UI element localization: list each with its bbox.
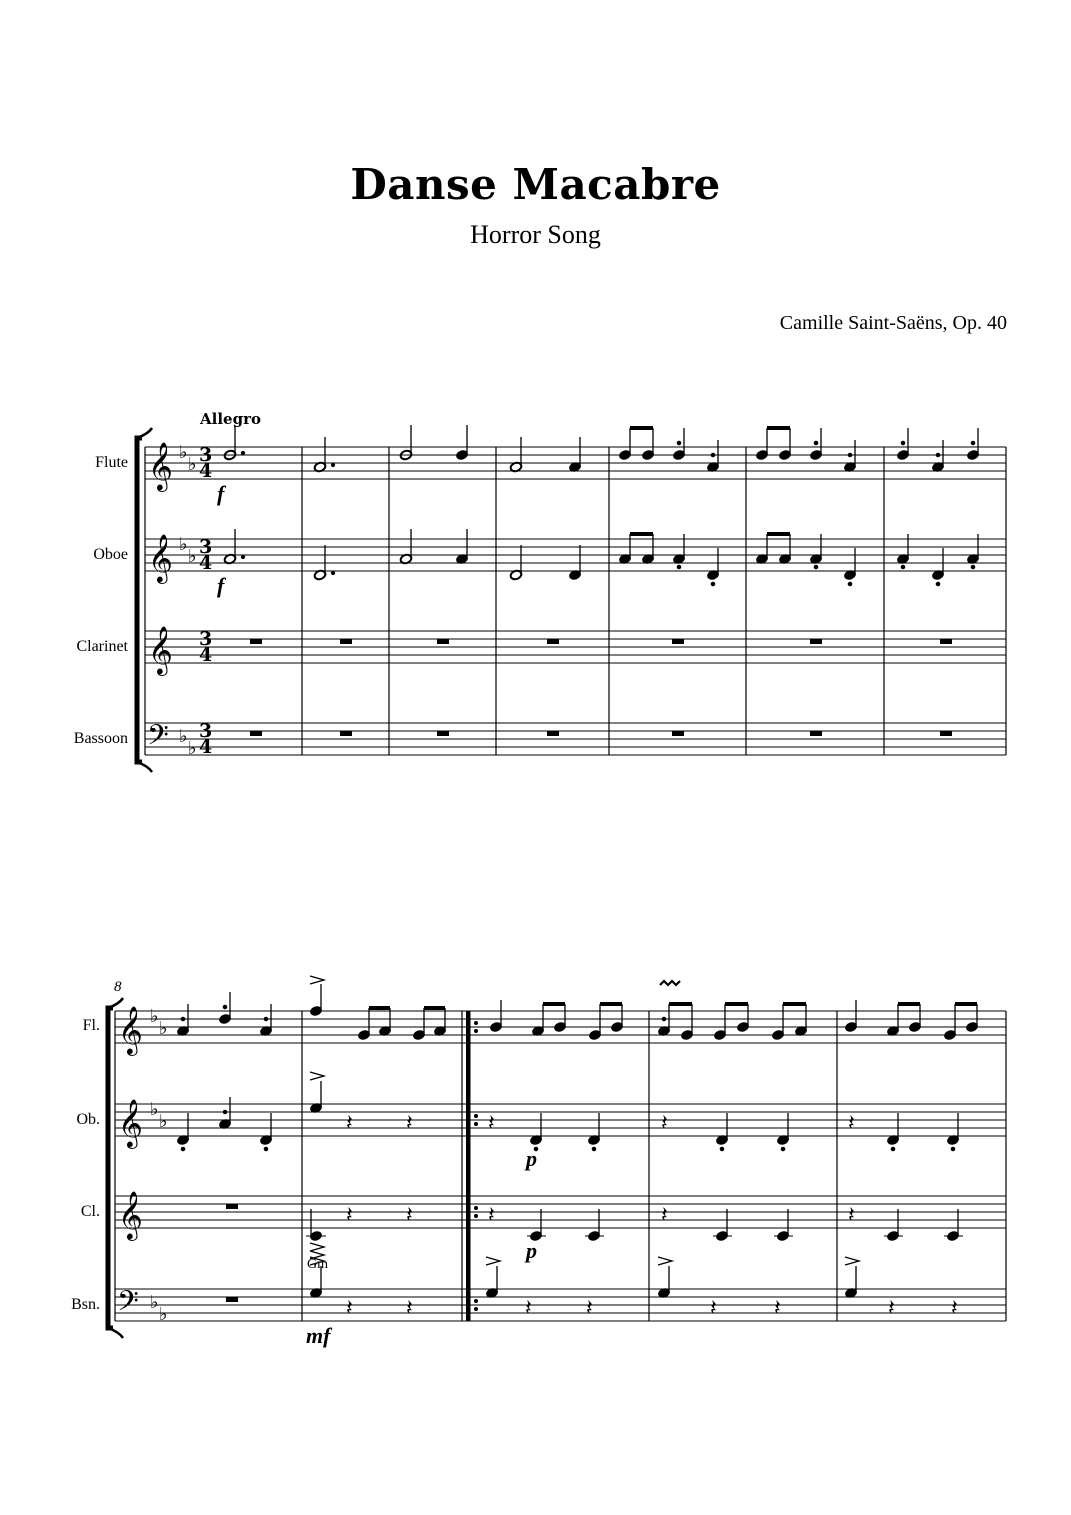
svg-text:𝄽: 𝄽 <box>406 1296 413 1321</box>
treble-clef-icon: 𝄞 <box>148 441 173 490</box>
composer-credit: Camille Saint-Saëns, Op. 40 <box>779 312 1007 334</box>
flat-icon: ♭ <box>150 1006 159 1027</box>
svg-text:𝄽: 𝄽 <box>774 1296 781 1321</box>
svg-text:𝄽: 𝄽 <box>710 1296 717 1321</box>
system-bracket <box>137 438 142 762</box>
treble-clef-icon: 𝄞 <box>148 625 173 674</box>
svg-text:4: 4 <box>199 644 213 666</box>
instrument-name-oboe: Oboe <box>93 546 128 563</box>
instrument-short-bassoon: Bsn. <box>71 1296 100 1313</box>
instrument-name-clarinet: Clarinet <box>76 638 128 655</box>
clefs <box>147 441 173 759</box>
flat-icon: ♭ <box>188 738 197 759</box>
score-title: Danse Macabre <box>350 160 721 209</box>
key-signatures <box>179 442 197 759</box>
instrument-short-flute: Fl. <box>82 1017 100 1034</box>
flat-icon: ♭ <box>159 1018 168 1039</box>
flat-icon: ♭ <box>159 1111 168 1132</box>
svg-text:3: 3 <box>199 444 213 466</box>
treble-clef-icon: 𝄞 <box>118 1098 143 1147</box>
barlines <box>145 447 1006 755</box>
svg-text:𝄽: 𝄽 <box>406 1203 413 1228</box>
flat-icon: ♭ <box>159 1304 168 1325</box>
svg-text:4: 4 <box>199 460 213 482</box>
instrument-short-clarinet: Cl. <box>80 1203 100 1220</box>
svg-text:𝄽: 𝄽 <box>346 1111 353 1136</box>
clefs <box>117 1005 143 1325</box>
svg-text:𝄽: 𝄽 <box>346 1296 353 1321</box>
instrument-name-bassoon: Bassoon <box>73 730 128 747</box>
oboe-staccato-notes <box>529 1113 959 1151</box>
svg-text:3: 3 <box>199 536 213 558</box>
instrument-short-oboe: Ob. <box>76 1111 100 1128</box>
staff-lines <box>145 447 1006 755</box>
svg-text:𝄽: 𝄽 <box>488 1111 495 1136</box>
flat-icon: ♭ <box>188 546 197 567</box>
svg-text:𝄽: 𝄽 <box>525 1296 532 1321</box>
svg-text:3: 3 <box>199 628 213 650</box>
svg-text:𝄽: 𝄽 <box>951 1296 958 1321</box>
mordent-icon <box>660 981 680 985</box>
svg-text:𝄽: 𝄽 <box>848 1203 855 1228</box>
score-subtitle: Horror Song <box>470 220 601 249</box>
key-signatures <box>150 1006 168 1325</box>
system-1 <box>74 410 1006 772</box>
dynamic-piano: p <box>526 1238 537 1263</box>
flat-icon: ♭ <box>179 726 188 747</box>
bass-clef-icon: 𝄢 <box>147 719 169 759</box>
clarinet-staccato-notes <box>527 1209 963 1242</box>
svg-text:𝄽: 𝄽 <box>661 1111 668 1136</box>
svg-text:𝄽: 𝄽 <box>888 1296 895 1321</box>
dynamic-piano: p <box>526 1146 537 1171</box>
bass-clef-icon: 𝄢 <box>117 1285 139 1325</box>
svg-text:4: 4 <box>199 736 213 758</box>
svg-text:𝄽: 𝄽 <box>661 1203 668 1228</box>
instrument-name-flute: Flute <box>95 454 128 471</box>
treble-clef-icon: 𝄞 <box>118 1190 143 1239</box>
barlines <box>115 1011 1006 1321</box>
time-signatures <box>199 444 212 758</box>
flat-icon: ♭ <box>179 534 188 555</box>
svg-text:𝄽: 𝄽 <box>406 1111 413 1136</box>
measure-number: 8 <box>114 979 122 995</box>
flat-icon: ♭ <box>150 1099 159 1120</box>
oboe-notes-1 <box>223 529 979 586</box>
flute-notes-2 <box>176 976 978 1041</box>
svg-text:4: 4 <box>199 552 213 574</box>
svg-text:𝄽: 𝄽 <box>488 1203 495 1228</box>
treble-clef-icon: 𝄞 <box>118 1005 143 1054</box>
flat-icon: ♭ <box>179 442 188 463</box>
flute-notes-1 <box>223 425 979 473</box>
staff-lines <box>115 1011 1006 1321</box>
svg-text:𝄽: 𝄽 <box>586 1296 593 1321</box>
system-2 <box>71 976 1006 1348</box>
dynamic-forte: f <box>217 573 225 598</box>
tempo-marking: Allegro <box>200 410 261 428</box>
bassoon-accent-notes <box>485 1257 859 1299</box>
chord-symbol: Gm <box>307 1257 328 1272</box>
repeat-dots <box>474 1021 478 1311</box>
dynamic-forte: f <box>217 481 225 506</box>
system-bracket <box>108 1008 113 1328</box>
flat-icon: ♭ <box>188 454 197 475</box>
repeat-start-barline <box>466 1011 471 1321</box>
dynamic-mezzo-forte: mf <box>306 1323 331 1348</box>
flat-icon: ♭ <box>150 1292 159 1313</box>
svg-text:𝄽: 𝄽 <box>848 1111 855 1136</box>
whole-rests-1 <box>250 639 952 736</box>
svg-text:𝄽: 𝄽 <box>346 1203 353 1228</box>
svg-text:3: 3 <box>199 720 213 742</box>
treble-clef-icon: 𝄞 <box>148 533 173 582</box>
